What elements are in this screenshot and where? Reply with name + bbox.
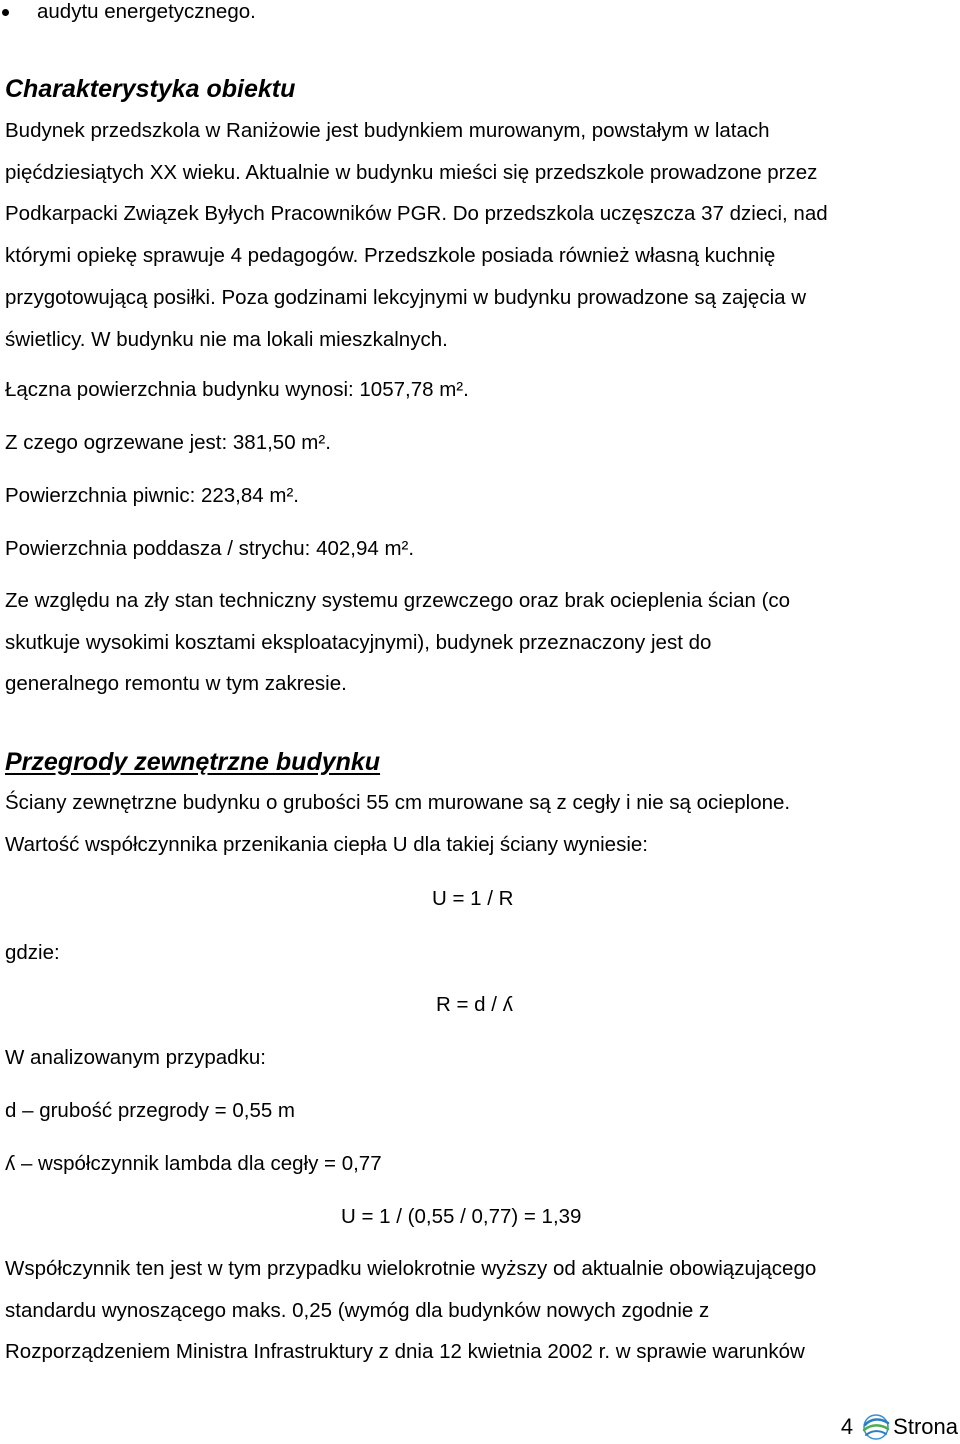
- walls-description-line: Ściany zewnętrzne budynku o grubości 55 cm murowane są z cegły i nie są ocieplone.: [5, 791, 791, 814]
- bullet-dot-icon: [2, 9, 9, 16]
- conclusion-paragraph: [5, 1248, 955, 1373]
- u-value-intro-line: Wartość współczynnika przenikania ciepła U dla takiej ściany wyniesie:: [5, 833, 648, 856]
- page-footer: [841, 1410, 958, 1444]
- thickness-definition: d – grubość przegrody = 0,55 m: [5, 1099, 296, 1122]
- paragraph-line: generalnego remontu w tym zakresie.: [5, 672, 347, 696]
- case-label: W analizowanym przypadku:: [5, 1046, 266, 1069]
- area-attic-line: Powierzchnia poddasza / strychu: 402,94 m².: [5, 537, 415, 560]
- paragraph-line: Współczynnik ten jest w tym przypadku wielokrotnie wyższy od aktualnie obowiązującego: [5, 1257, 817, 1280]
- paragraph-line: Budynek przedszkola w Raniżowie jest budynkiem murowanym, powstałym w latach: [5, 119, 770, 142]
- paragraph-line: którymi opiekę sprawuje 4 pedagogów. Przedszkole posiada również własną kuchnię: [5, 244, 776, 268]
- page-number: 4: [840, 1414, 854, 1439]
- paragraph-line: Podkarpacki Związek Byłych Pracowników PGR. Do przedszkola uczęszcza 37 dzieci, nad: [5, 202, 828, 226]
- area-basement-line: Powierzchnia piwnic: 223,84 m².: [5, 484, 299, 507]
- area-total-line: Łączna powierzchnia budynku wynosi: 1057,78 m².: [5, 378, 469, 401]
- paragraph-line: Rozporządzeniem Ministra Infrastruktury z dnia 12 kwietnia 2002 r. w sprawie warunków: [5, 1340, 805, 1364]
- bullet-item-text: audytu energetycznego.: [37, 0, 256, 23]
- paragraph-line: standardu wynoszącego maks. 0,25 (wymóg dla budynków nowych zgodnie z: [5, 1298, 710, 1322]
- paragraph-line: skutkuje wysokimi kosztami eksploatacyjnymi), budynek przeznaczony jest do: [5, 630, 712, 654]
- paragraph-line: świetlicy. W budynku nie ma lokali mieszkalnych.: [5, 327, 448, 351]
- lambda-definition: ʎ – współczynnik lambda dla cegły = 0,77: [5, 1152, 382, 1175]
- paragraph-line: przygotowującą posiłki. Poza godzinami lekcyjnymi w budynku prowadzone są zajęcia w: [5, 285, 807, 309]
- page-label: Strona: [893, 1414, 958, 1439]
- formula-r: R = d / ʎ: [436, 993, 513, 1016]
- formula-u: U = 1 / R: [432, 887, 514, 910]
- where-label: gdzie:: [5, 941, 60, 964]
- section-heading-external-partitions: Przegrody zewnętrzne budynku: [5, 748, 381, 776]
- building-description-paragraph: [5, 110, 955, 360]
- condition-paragraph: [5, 580, 955, 705]
- u-calculation: U = 1 / (0,55 / 0,77) = 1,39: [341, 1205, 582, 1228]
- paragraph-line: Ze względu na zły stan techniczny systemu grzewczego oraz brak ocieplenia ścian (co: [5, 589, 791, 612]
- globe-swirl-logo-icon: [861, 1412, 891, 1442]
- paragraph-line: pięćdziesiątych XX wieku. Aktualnie w budynku mieści się przedszkole prowadzone przez: [5, 160, 818, 184]
- area-heated-line: Z czego ogrzewane jest: 381,50 m².: [5, 431, 331, 454]
- section-heading-characteristics: Charakterystyka obiektu: [5, 75, 296, 103]
- bullet-list-item: [37, 0, 256, 24]
